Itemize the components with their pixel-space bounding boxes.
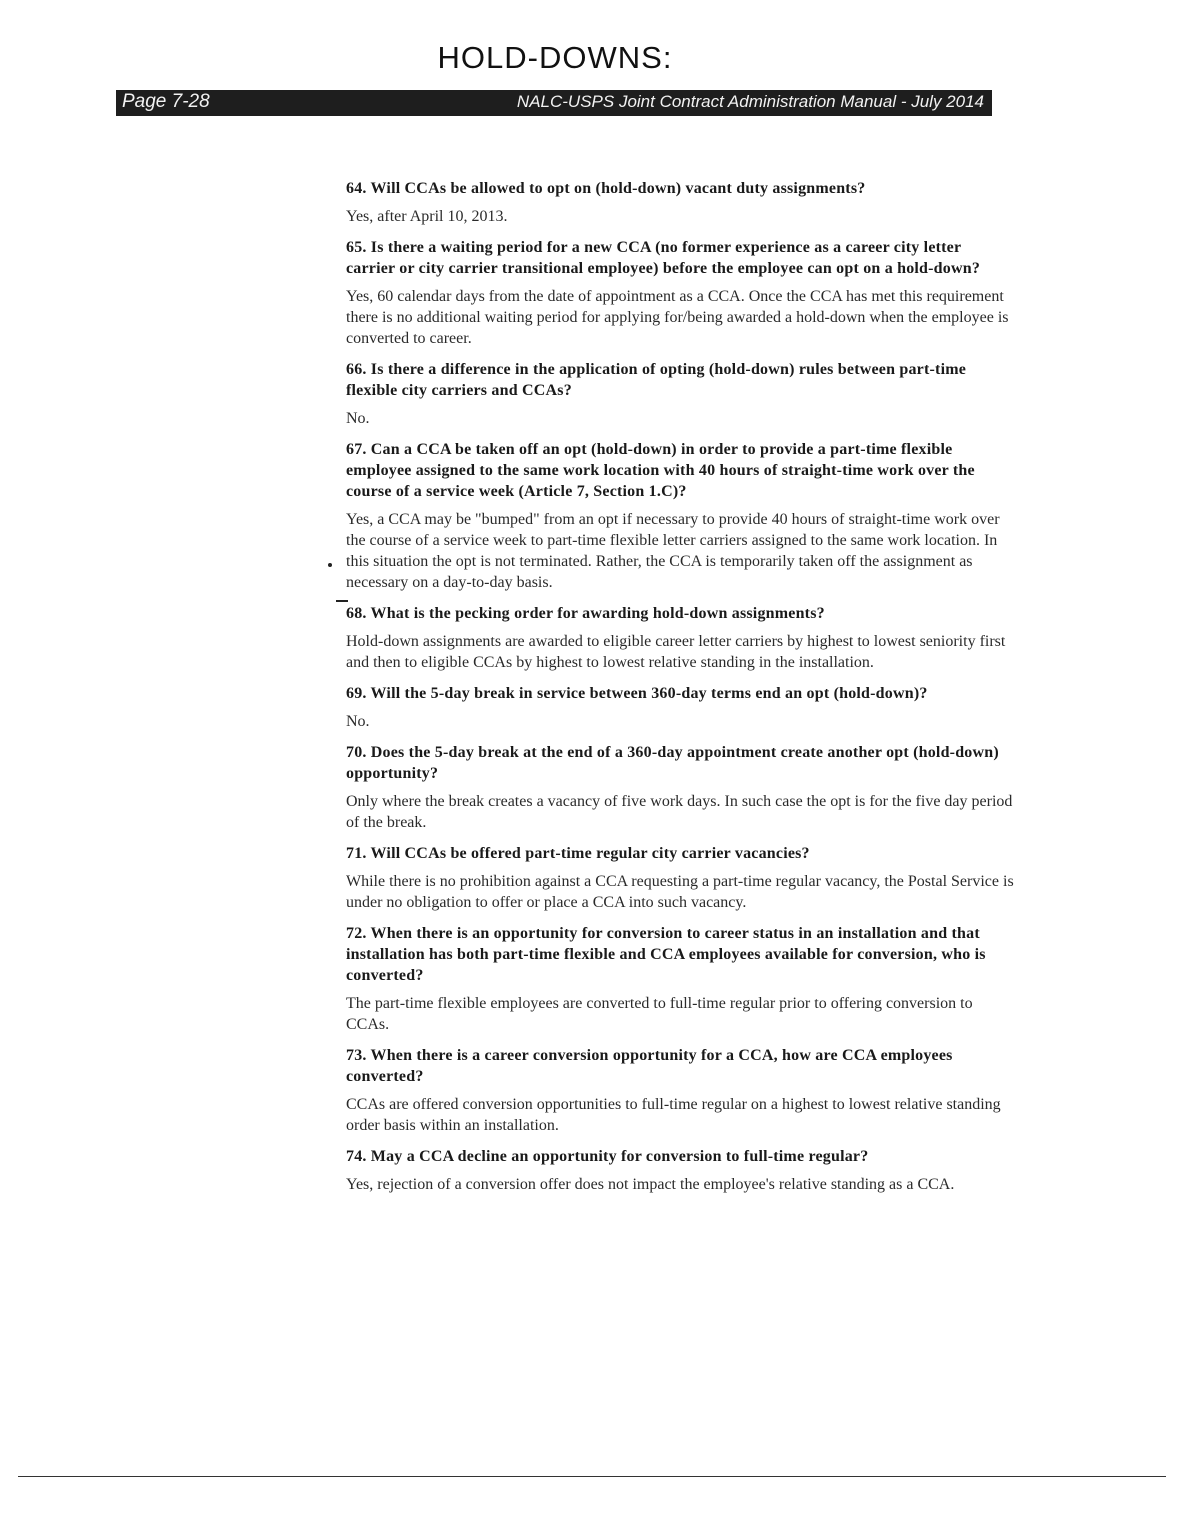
question: 64. Will CCAs be allowed to opt on (hold-down) vacant duty assignments?	[346, 180, 866, 197]
footer-divider	[18, 1476, 1166, 1477]
faq-item	[346, 1045, 1014, 1136]
margin-mark-dot	[328, 563, 332, 567]
answer: Yes, a CCA may be "bumped" from an opt if necessary to provide 40 hours of straight-time work over the course of a service week to part-time flexible letter carriers assigned to the same work location. In this situation the opt is not terminated. Rather, the CCA is temporarily taken off the assignment as necessary on a day-to-day basis.	[346, 511, 1000, 591]
question: 72. When there is an opportunity for conversion to career status in an installation and that installation has both part-time flexible and CCA employees available for conversion, who is converted?	[346, 925, 986, 984]
answer: No.	[346, 410, 370, 427]
faq-item	[346, 237, 1014, 349]
faq-item	[346, 178, 1014, 227]
answer: Hold-down assignments are awarded to eligible career letter carriers by highest to lowest seniority first and then to eligible CCAs by highest to lowest relative standing in the installation.	[346, 633, 1006, 671]
faq-item	[346, 359, 1014, 429]
answer: Yes, 60 calendar days from the date of appointment as a CCA. Once the CCA has met this requirement there is no additional waiting period for applying for/being awarded a hold-down when the employee is converted to career.	[346, 288, 1009, 347]
faq-item	[346, 1146, 1014, 1195]
question: 70. Does the 5-day break at the end of a 360-day appointment create another opt (hold-down) opportunity?	[346, 744, 999, 782]
answer: No.	[346, 713, 370, 730]
manual-title: NALC-USPS Joint Contract Administration Manual - July 2014	[516, 92, 984, 111]
faq-item	[346, 683, 1014, 732]
question: 65. Is there a waiting period for a new CCA (no former experience as a career city letter carrier or city carrier transitional employee) before the employee can opt on a hold-down?	[346, 239, 981, 277]
answer: Yes, rejection of a conversion offer does not impact the employee's relative standing as a CCA.	[346, 1176, 955, 1193]
question: 66. Is there a difference in the application of opting (hold-down) rules between part-time flexible city carriers and CCAs?	[346, 361, 967, 399]
page-number: Page 7-28	[122, 91, 210, 112]
faq-item	[346, 603, 1014, 673]
faq-item	[346, 439, 1014, 593]
answer: The part-time flexible employees are converted to full-time regular prior to offering conversion to CCAs.	[346, 995, 973, 1033]
question: 73. When there is a career conversion opportunity for a CCA, how are CCA employees converted?	[346, 1047, 953, 1085]
page-title: HOLD-DOWNS:	[437, 40, 673, 75]
question: 69. Will the 5-day break in service between 360-day terms end an opt (hold-down)?	[346, 685, 928, 702]
question: 68. What is the pecking order for awarding hold-down assignments?	[346, 605, 825, 622]
answer: While there is no prohibition against a CCA requesting a part-time regular vacancy, the Postal Service is under no obligation to offer or place a CCA into such vacancy.	[346, 873, 1014, 911]
header-banner	[116, 90, 992, 116]
question: 67. Can a CCA be taken off an opt (hold-down) in order to provide a part-time flexible employee assigned to the same work location with 40 hours of straight-time work over the course of a service week (Article 7, Section 1.C)?	[346, 441, 975, 500]
answer: Yes, after April 10, 2013.	[346, 208, 508, 225]
question: 74. May a CCA decline an opportunity for conversion to full-time regular?	[346, 1148, 869, 1165]
faq-item	[346, 843, 1014, 913]
question: 71. Will CCAs be offered part-time regular city carrier vacancies?	[346, 845, 810, 862]
answer: Only where the break creates a vacancy of five work days. In such case the opt is for the five day period of the break.	[346, 793, 1013, 831]
answer: CCAs are offered conversion opportunities to full-time regular on a highest to lowest relative standing order basis within an installation.	[346, 1096, 1001, 1134]
faq-list	[346, 178, 1014, 1205]
faq-item	[346, 923, 1014, 1035]
faq-item	[346, 742, 1014, 833]
